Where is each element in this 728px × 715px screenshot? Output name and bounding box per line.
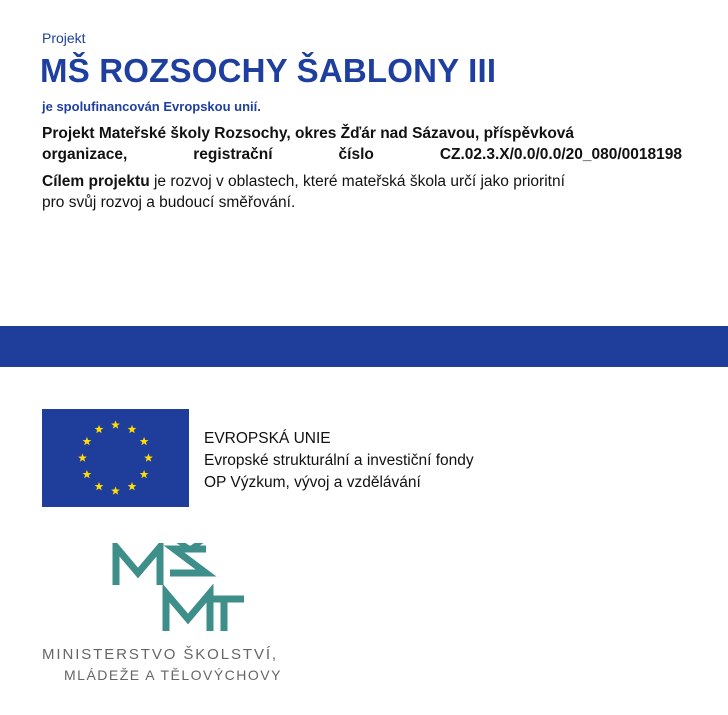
eu-line2: Evropské strukturální a investiční fondy [204,452,474,469]
eu-line3: OP Výzkum, vývoj a vzdělávání [204,474,421,491]
word-registracni: registrační [193,146,273,163]
goal-rest: je rozvoj v oblastech, které mateřská škola určí jako prioritní [149,173,565,190]
msmt-caption [42,645,282,685]
project-goal-line1 [42,171,682,192]
goal-strong: Cílem projektu [42,173,150,190]
eu-fund-text [204,428,474,494]
word-organizace: organizace, [42,146,128,163]
project-goal [42,171,682,213]
word-cislo: číslo [338,146,374,163]
project-description-line1: Projekt Mateřské školy Rozsochy, okres Žďár nad Sázavou, příspěvková [42,125,575,142]
eu-star-icon [128,482,137,490]
eu-star-icon [111,486,120,494]
eu-stars [42,409,189,507]
cofinanced-statement: je spolufinancován Evropskou unií. [42,99,261,114]
msmt-monogram [108,543,248,638]
eu-star-icon [144,453,153,461]
project-description [42,123,682,165]
registration-number: CZ.02.3.X/0.0/0.0/20_080/0018198 [439,146,682,163]
eu-star-icon [95,425,104,433]
eu-star-icon [83,470,92,478]
project-label: Projekt [42,30,86,46]
eu-star-icon [83,437,92,445]
msmt-logo-icon [108,543,248,643]
eu-star-icon [95,482,104,490]
eu-star-icon [128,425,137,433]
eu-star-icon [140,437,149,445]
eu-star-icon [140,470,149,478]
msmt-line1: MINISTERSTVO ŠKOLSTVÍ, [42,646,279,663]
eu-line1: EVROPSKÁ UNIE [204,430,331,447]
project-goal-line2: pro svůj rozvoj a budoucí směřování. [42,194,296,211]
blue-band [0,326,728,367]
project-title: MŠ ROZSOCHY ŠABLONY III [40,52,497,89]
eu-flag-icon [42,409,189,507]
msmt-line2: MLÁDEŽE A TĚLOVÝCHOVY [64,667,282,683]
project-description-line2 [42,144,682,165]
eu-star-icon [78,453,87,461]
eu-star-icon [111,420,120,428]
